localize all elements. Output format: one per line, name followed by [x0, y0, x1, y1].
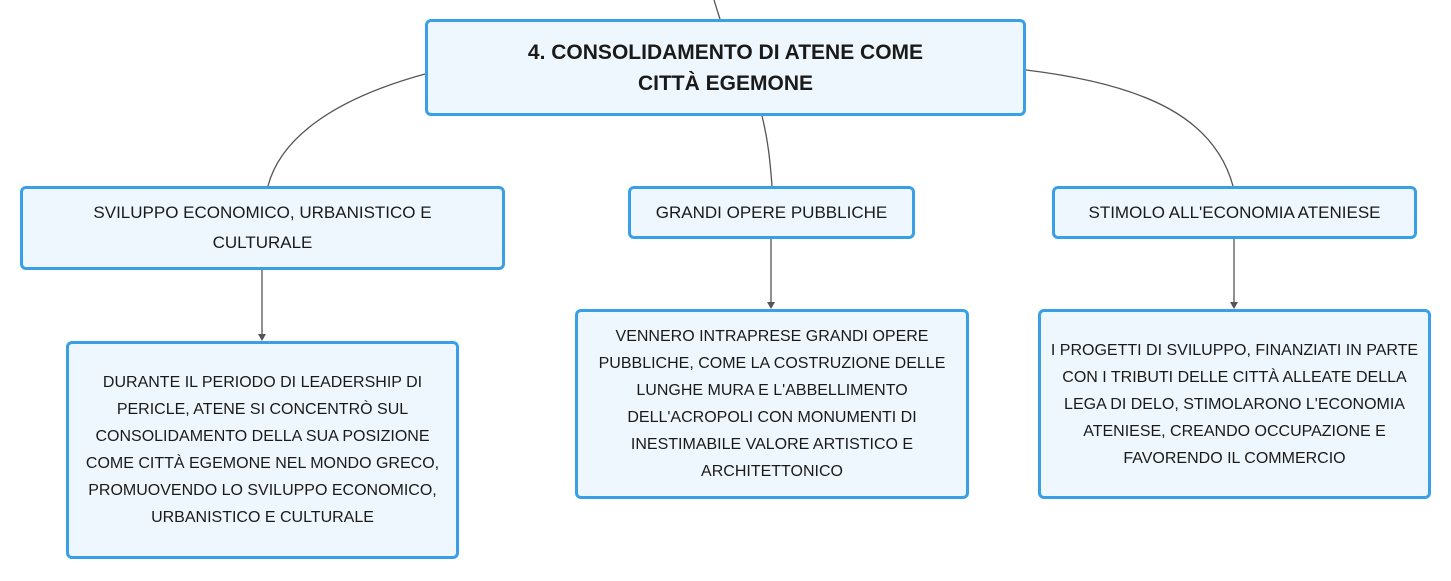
branch-topic-grandi-opere[interactable]	[628, 186, 915, 239]
root-topic-title: 4. CONSOLIDAMENTO DI ATENE COME CITTÀ EGEMONE	[527, 40, 924, 95]
branch-topic-label: GRANDI OPERE PUBBLICHE	[655, 202, 888, 222]
branch-topic-label: SVILUPPO ECONOMICO, URBANISTICO E CULTURALE	[93, 203, 432, 252]
branch-3-arrowhead	[1230, 302, 1238, 309]
detail-topic-text: VENNERO INTRAPRESE GRANDI OPERE PUBBLICHE, COME LA COSTRUZIONE DELLE LUNGHE MURA E L'ABBELLIMENTO DELL'ACROPOLI CON MONUMENTI DI INESTIMABILE VALORE ARTISTICO E ARCHITETTONICO	[598, 328, 946, 480]
root-topic[interactable]	[425, 19, 1026, 116]
branch-1-arrowhead	[258, 334, 266, 341]
branch-topic-label: STIMOLO ALL'ECONOMIA ATENIESE	[1088, 202, 1381, 222]
branch-topic-sviluppo[interactable]	[20, 186, 505, 270]
root-to-branch-1-connector	[268, 74, 425, 186]
detail-topic-text: DURANTE IL PERIODO DI LEADERSHIP DI PERICLE, ATENE SI CONCENTRÒ SUL CONSOLIDAMENTO DELLA SUA POSIZIONE COME CITTÀ EGEMONE NEL MONDO GRECO, PROMUOVENDO LO SVILUPPO ECONOMICO, URBANISTICO E CULTURALE	[85, 374, 440, 526]
root-to-branch-2-connector	[762, 116, 772, 186]
detail-topic-sviluppo[interactable]	[66, 341, 459, 559]
branch-2-arrowhead	[767, 302, 775, 309]
root-to-branch-3-connector	[1026, 70, 1233, 186]
detail-topic-stimolo-economia[interactable]	[1038, 309, 1431, 499]
parent-connector	[714, 0, 720, 19]
detail-topic-grandi-opere[interactable]	[575, 309, 969, 499]
branch-topic-stimolo-economia[interactable]	[1052, 186, 1417, 239]
detail-topic-text: I PROGETTI DI SVILUPPO, FINANZIATI IN PARTE CON I TRIBUTI DELLE CITTÀ ALLEATE DELLA LEGA DI DELO, STIMOLARONO L'ECONOMIA ATENIESE, CREANDO OCCUPAZIONE E FAVORENDO IL COMMERCIO	[1050, 341, 1419, 467]
